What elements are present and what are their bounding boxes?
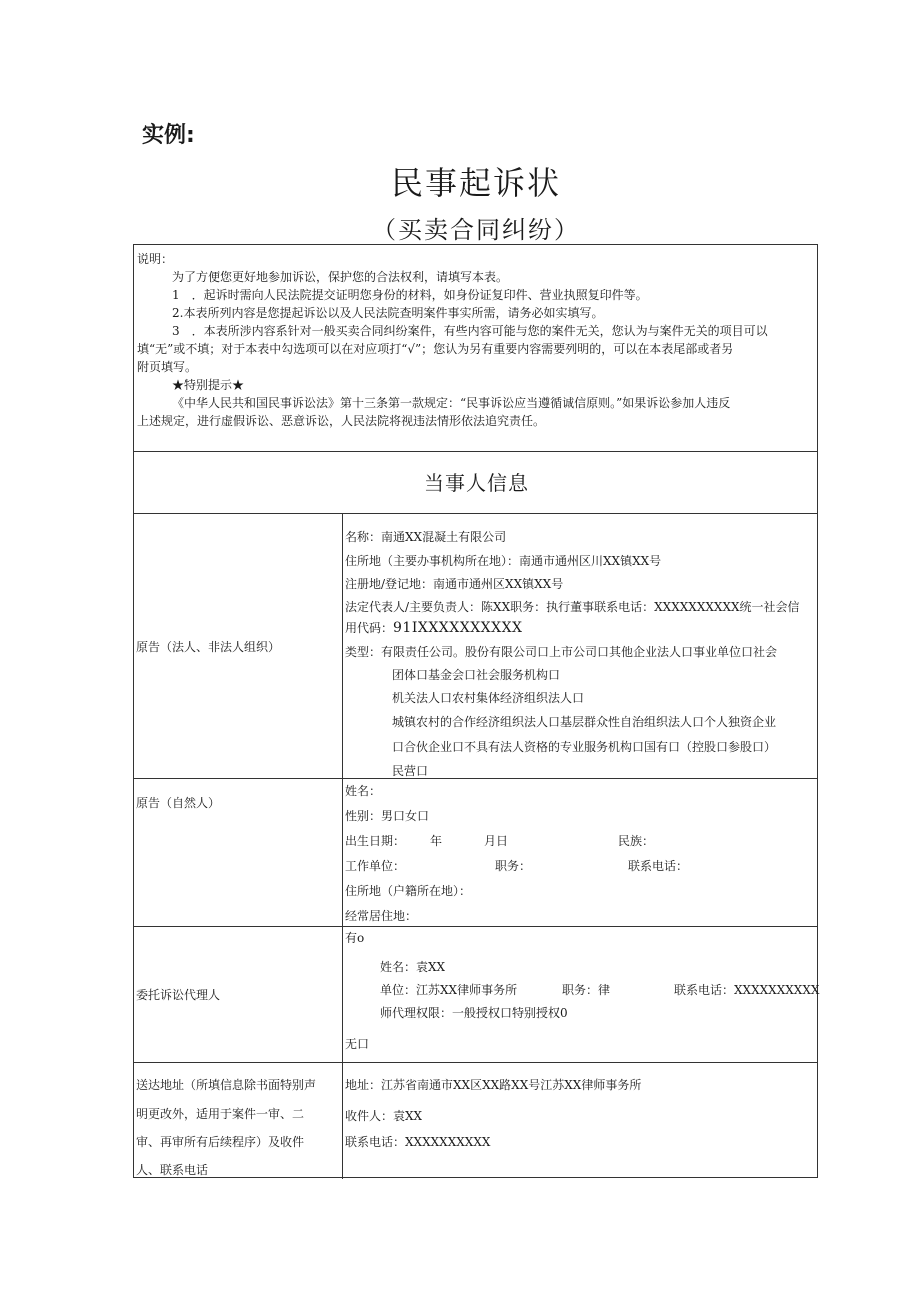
plaintiff-person-label: 原告（自然人） — [136, 796, 221, 810]
person-birth-month-day: 月日 — [484, 834, 509, 848]
person-ethnicity: 民族： — [618, 834, 655, 848]
org-type-cont: 口合伙企业口不具有法人资格的专业服务机构口国有口（控股口参股口） — [392, 740, 777, 754]
person-gender: 性别：男口女口 — [345, 809, 430, 823]
column-divider — [342, 513, 343, 1179]
instructions-item-3-cont: 填“无”或不填；对于本表中勾选项可以在对应项打“√”；您认为另有重要内容需要列明的，可以在本表尾部或者另 — [137, 342, 734, 356]
person-birth-year: 年 — [430, 834, 443, 848]
agent-unit: 单位：江苏XX律师事务所 — [380, 983, 518, 997]
org-legal-representative: 法定代表人/主要负责人：陈XX职务：执行董事联系电话：XXXXXXXXXX统一社会信 — [345, 600, 800, 614]
instructions-item-3-cont: 附页填写。 — [137, 360, 198, 374]
org-registered-address: 注册地/登记地：南通市通州区XX镇XX号 — [345, 577, 564, 591]
law-notice-cont: 上述规定，进行虚假诉讼、恶意诉讼，人民法院将视违法情形依法追究责任。 — [137, 414, 546, 428]
service-address: 地址：江苏省南通市XX区XX路XX号江苏XX律师事务所 — [345, 1078, 642, 1092]
service-phone: 联系电话：XXXXXXXXXX — [345, 1135, 491, 1149]
instructions-item-2: 2.本表所列内容是您提起诉讼以及人民法院查明案件事实所需，请务必如实填写。 — [172, 306, 604, 320]
person-employer: 工作单位： — [345, 859, 406, 873]
service-recipient: 收件人：袁XX — [345, 1109, 423, 1123]
person-position: 职务： — [495, 859, 532, 873]
org-type-cont: 民营口 — [392, 764, 429, 778]
agent-authority: 师代理权限：一般授权口特别授权0 — [380, 1006, 568, 1020]
instructions-item-1: 1 ．起诉时需向人民法院提交证明您身份的材料，如身份证复印件、营业执照复印件等。 — [172, 288, 648, 302]
org-name: 名称：南通XX混凝土有限公司 — [345, 530, 507, 544]
agent-none: 无口 — [345, 1037, 370, 1051]
agent-position: 职务：律 — [562, 983, 611, 997]
person-phone: 联系电话： — [628, 859, 689, 873]
row-divider — [134, 926, 817, 927]
instructions-label: 说明： — [137, 252, 174, 266]
agent-phone: 联系电话：XXXXXXXXXX — [674, 983, 820, 997]
row-divider — [134, 1062, 817, 1063]
credit-code-value: 91IXXXXXXXXXX — [393, 620, 523, 636]
row-divider — [134, 513, 817, 514]
plaintiff-org-label: 原告（法人、非法人组织） — [136, 640, 281, 654]
person-residence: 住所地（户籍所在地）： — [345, 884, 472, 898]
service-address-label-cont: 审、再审所有后续程序）及收件 — [136, 1135, 305, 1149]
document-title: 民事起诉状 — [390, 164, 561, 202]
special-tip-heading: ★特别提示★ — [172, 378, 245, 392]
person-birth-date: 出生日期： — [345, 834, 406, 848]
credit-code-label: 用代码： — [345, 621, 394, 635]
agent-name: 姓名：袁XX — [380, 960, 446, 974]
org-type-cont: 机关法人口农村集体经济组织法人口 — [392, 691, 585, 705]
org-type: 类型：有限责任公司。股份有限公司口上市公司口其他企业法人口事业单位口社会 — [345, 645, 778, 659]
complaint-form-table — [133, 244, 818, 1178]
row-divider — [134, 451, 817, 452]
law-notice: 《中华人民共和国民事诉讼法》第十三条第一款规定：“民事诉讼应当遵循诚信原则。”如果诉讼参加人违反 — [172, 396, 731, 410]
org-address: 住所地（主要办事机构所在地）：南通市通州区川XX镇XX号 — [345, 554, 662, 568]
service-address-label: 送达地址（所填信息除书面特别声 — [136, 1078, 317, 1092]
document-subtitle: （买卖合同纠纷） — [372, 216, 580, 244]
instructions-intro: 为了方便您更好地参加诉讼，保护您的合法权利，请填写本表。 — [172, 270, 509, 284]
party-section-title: 当事人信息 — [424, 471, 529, 495]
person-name: 姓名： — [345, 784, 382, 798]
org-type-cont: 城镇农村的合作经济组织法人口基层群众性自治组织法人口个人独资企业 — [392, 715, 777, 729]
person-habitual-residence: 经常居住地： — [345, 909, 418, 923]
service-address-label-cont: 人、联系电话 — [136, 1163, 209, 1177]
agent-label: 委托诉讼代理人 — [136, 988, 221, 1002]
agent-has: 有o — [345, 931, 365, 945]
example-label: 实例: — [142, 123, 195, 148]
row-divider — [134, 778, 817, 779]
service-address-label-cont: 明更改外，适用于案件一审、二 — [136, 1107, 305, 1121]
instructions-item-3: 3 ．本表所涉内容系针对一般买卖合同纠纷案件，有些内容可能与您的案件无关，您认为与案件无关的项目可以 — [172, 324, 768, 338]
org-credit-code — [345, 619, 523, 636]
org-type-cont: 团体口基金会口社会服务机构口 — [392, 668, 561, 682]
